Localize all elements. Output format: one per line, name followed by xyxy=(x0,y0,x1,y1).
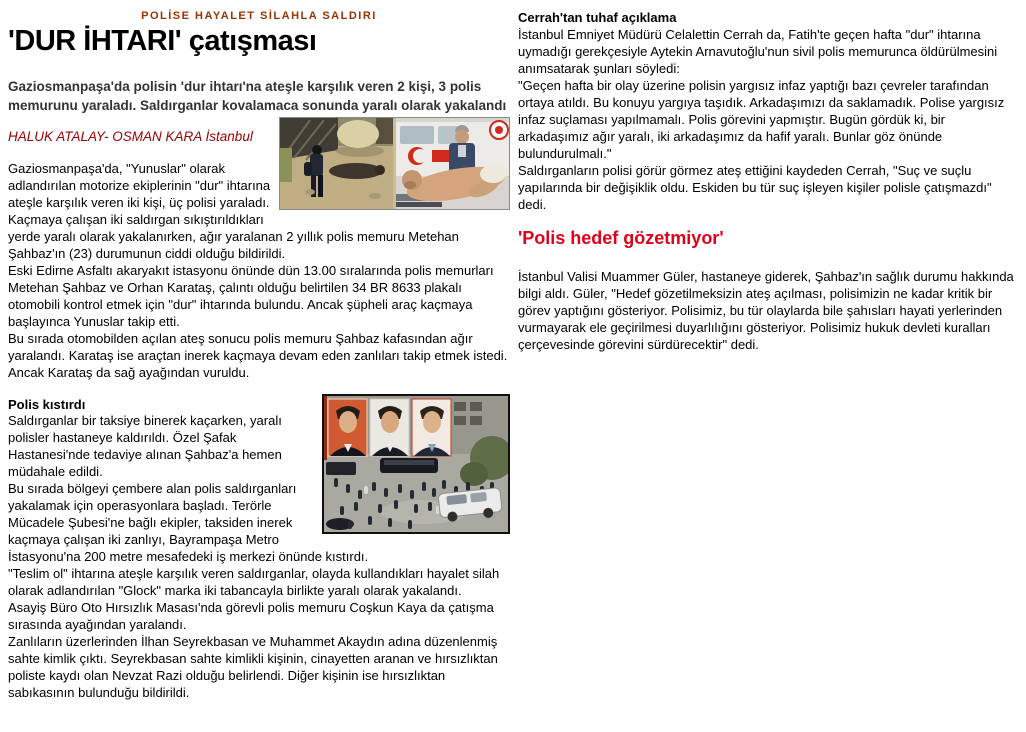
shootout-scene-and-ambulance-photo xyxy=(279,117,510,210)
article-lead: Gaziosmanpaşa'da polisin 'dur ihtarı'na ateşle karşılık veren 2 kişi, 3 polis memurunu yaraladı. Saldırganlar kovalamaca sonunda yaralı olarak yakalandı xyxy=(8,79,507,113)
article-paragraph: Kaçmaya çalışan iki saldırgan sıkıştırıldıkları yerde yaralı olarak yakalanırken, ağır yaralanan 2 yıllık polis memuru Metehan Şahbaz'ın (23) durumunun ciddi olduğu bildirildi. xyxy=(8,212,459,261)
article-paragraph: Eski Edirne Asfaltı akaryakıt istasyonu önünde dün 13.00 sıralarında polis memurları Metehan Şahbaz ve Orhan Karataş, çalıntı olduğu belirtilen 34 BR 8633 plakalı otomobili kontrol etmek için "dur" ihtarında bulundu. Ancak şüpheli araç kaçmaya başlayınca Yunuslar takip etti. xyxy=(8,263,494,329)
byline: HALUK ATALAY- OSMAN KARA İstanbul xyxy=(8,129,253,144)
article-paragraph: Saldırganlar bir taksiye binerek kaçarken, yaralı polisler hastaneye kaldırıldı. Özel Şafak Hastanesi'nde tedaviye alınan Şahbaz'a hemen müdahale edildi. xyxy=(8,413,282,479)
article-paragraph: Saldırganların polisi görür görmez ateş ettiğini kaydeden Cerrah, "Suç ve suçlu yapılarında bir değişiklik oldu. Eskiden bu tür suç işleyen kişiler polisle çatışmazdı" dedi. xyxy=(518,163,992,212)
article-paragraph: Asayiş Büro Oto Hırsızlık Masası'nda görevli polis memuru Coşkun Kaya da çatışma sırasında ayağından yaralandı. xyxy=(8,600,494,632)
article-paragraph: "Teslim ol" ihtarına ateşle karşılık veren saldırganlar, olayda kullandıkları hayalet silah olarak adlandırılan "Glock" marka iki tabancayla birlikte yaralı olarak yakalandı. xyxy=(8,566,500,598)
right-article-column xyxy=(518,10,1016,353)
photo-panel-ambulance-scene xyxy=(396,118,509,209)
mugshot-1 xyxy=(328,399,367,456)
article-paragraph: "Geçen hafta bir olay üzerine polisin yargısız infaz yaptığı bazı çevreler tarafından ortaya atıldı. Bu konuyu yargıya taşıdık. Arkadaşımızı da saklamadık. Polise yargısız infaz suçlaması yapılmamalı. Polis görevini yapmıştır. Bugün gördük ki, bir arkadaşımız ağır yaralı, iki arkadaşımız da hafif yaralı. Bunlar göz önünde bulundurulmalı." xyxy=(518,78,1005,161)
shootout-ambulance-illustration xyxy=(280,118,509,209)
right-article-body-2 xyxy=(518,268,1016,353)
photo-panel-street-scene xyxy=(280,118,393,209)
article-paragraph: Bu sırada bölgeyi çembere alan polis saldırganları yakalamak için operasyonlara başladı. Terörle Mücadele Şubesi'ne bağlı ekipler, taksiden inerek kaçmaya çalışan iki zanlıyı, Bayrampaşa Metro İstasyonu'na 200 metre mesafedeki iş merkezi önünde kıstırdı. xyxy=(8,481,369,564)
mugshots-street-crowd-illustration xyxy=(324,396,508,532)
mugshot-2 xyxy=(370,399,409,456)
article-headline: 'DUR İHTARI' çatışması xyxy=(8,25,317,57)
article-paragraph: Zanlıların üzerlerinden İlhan Seyrekbasan ve Muhammet Akaydın adına düzenlenmiş sahte kimlik çıktı. Seyrekbasan sahte kimlikli kişinin, cinayetten aranan ve hırsızlıktan poliste kaydı olan Nevzat Razi olduğu belirlendi. Diğer kişinin ise hırsızlıktan sabıkasının bulunduğu bildirildi. xyxy=(8,634,498,700)
vehicle xyxy=(326,462,356,475)
left-article-column xyxy=(8,10,510,701)
article-paragraph: Gaziosmanpaşa'da, "Yunuslar" olarak adlandırılan motorize ekiplerinin "dur" ihtarına ateşle karşılık veren iki kişi, üç polisi yaraladı. xyxy=(8,161,271,210)
article-paragraph: İstanbul Emniyet Müdürü Celalettin Cerrah da, Fatih'te geçen hafta "dur" ihtarına uymadığı gerekçesiyle Aytekin Arnavutoğlu'nun sivil polis memurunca öldürülmesini anımsatarak şunları söyledi: xyxy=(518,27,998,76)
tree xyxy=(460,462,488,486)
suspect-mugshots-and-police-crowd-photo xyxy=(322,394,510,534)
right-article-body-1 xyxy=(518,26,1016,213)
right-article-heading: Cerrah'tan tuhaf açıklama xyxy=(518,10,677,25)
red-subhead-polis-hedef: 'Polis hedef gözetmiyor' xyxy=(518,228,724,248)
article-paragraph: Bu sırada otomobilden açılan ateş sonucu polis memuru Şahbaz kafasından ağır yaralandı. Karataş ise araçtan inerek kaçmaya devam eden zanlıları takip etmek istedi. Ancak Karataş da sağ ayağından vuruldu. xyxy=(8,331,508,380)
article-paragraph: İstanbul Valisi Muammer Güler, hastaneye giderek, Şahbaz'ın sağlık durumu hakkında bilgi aldı. Güler, "Hedef gözetilmeksizin ateş açılması, polisimizin ne kadar kritik bir görev yaptığını gösteriyor. Polisimiz, bu tür olaylarda bile şahısları hayati yerlerinden vurmayarak ele geçirilmesi duyarlılığını gösteriyor. Polisimiz hukuk devleti kuralları çerçevesinde görevini sürdürecektir" dedi. xyxy=(518,269,1014,352)
mugshot-3 xyxy=(412,399,451,456)
section-subhead-polis-kistirdi: Polis kıstırdı xyxy=(8,397,86,412)
kicker-headline: POLİSE HAYALET SİLAHLA SALDIRI xyxy=(141,10,377,22)
